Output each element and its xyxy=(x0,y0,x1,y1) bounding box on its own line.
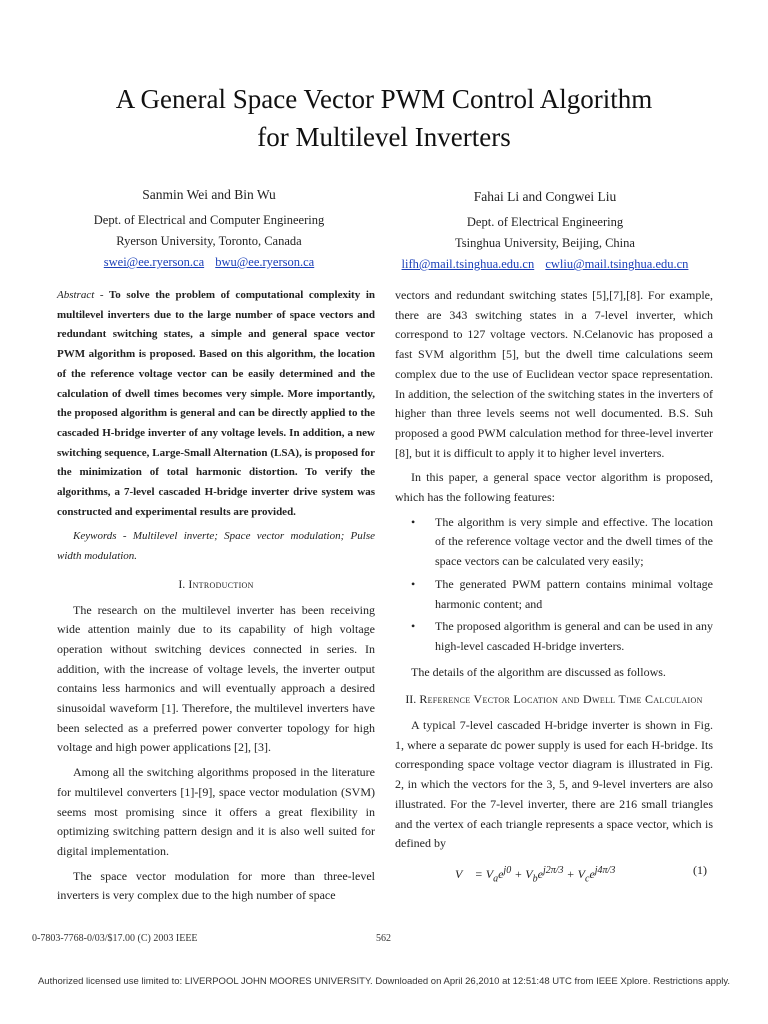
section-title: Reference Vector Location and Dwell Time Calculaion xyxy=(419,692,703,707)
section-title: Introduction xyxy=(188,576,254,591)
paragraph: The details of the algorithm are discussed as follows. xyxy=(411,664,666,679)
list-item xyxy=(395,513,713,572)
email-link[interactable]: cwliu@mail.tsinghua.edu.cn xyxy=(545,257,689,271)
feature-list xyxy=(395,513,713,657)
title-line-1: A General Space Vector PWM Control Algorithm xyxy=(115,84,653,114)
author-dept: Dept. of Electrical Engineering xyxy=(466,215,624,229)
author-names: Fahai Li and Congwei Liu xyxy=(473,189,617,204)
paragraph: The research on the multilevel inverter has been receiving wide attention mainly due to its capability of high voltage operation without switching devices connected in series. In addition, with the increase of voltage levels, the inverter output contains less harmonics and will eventually approach a desired sinusoidal waveform [1]. Therefore, the multilevel inverters have been selected as a preferred power converter topology for high voltage and high power applications [2], [3]. xyxy=(57,602,375,755)
equation xyxy=(395,859,713,883)
author-emails xyxy=(395,254,695,275)
section-heading xyxy=(395,690,713,710)
paragraph: A typical 7-level cascaded H-bridge inverter is shown in Fig. 1, where a separate dc power supply is used for each H-bridge. Its corresponding space voltage vector diagram is illustrated in Fig. 2, in which the vectors for the 3, 5, and 9-level inverters are also illustrated. For the 7-level inverter, there are 216 small triangles and the vertex of each triangle represents a space vector, which is defined by xyxy=(395,718,713,851)
equation-expression: V⃗ = $V_ae^{j0} + V_be^{j2\pi/3} + V_ce^{j4\pi/3}$ xyxy=(455,864,616,885)
author-affiliation: Tsinghua University, Beijing, China xyxy=(455,236,635,250)
author-affiliation: Ryerson University, Toronto, Canada xyxy=(116,234,302,248)
author-names: Sanmin Wei and Bin Wu xyxy=(142,187,276,202)
list-item-text: The proposed algorithm is general and can be used in any high-level cascaded H-bridge inverters. xyxy=(435,619,713,653)
section-number: I. xyxy=(178,576,186,591)
author-block-1 xyxy=(60,184,358,273)
section-number: II. xyxy=(405,692,417,707)
author-dept: Dept. of Electrical and Computer Engineering xyxy=(93,213,325,227)
list-item-text: The generated PWM pattern contains minimal voltage harmonic content; and xyxy=(435,576,713,611)
email-link[interactable]: bwu@ee.ryerson.ca xyxy=(215,255,315,269)
paragraph: In this paper, a general space vector algorithm is proposed, which has the following features: xyxy=(395,470,713,505)
bullet-icon: • xyxy=(411,619,416,634)
keywords: Keywords - Multilevel inverte; Space vector modulation; Pulse width modulation. xyxy=(57,530,375,563)
bullet-icon: • xyxy=(411,576,416,591)
author-block-2 xyxy=(395,186,695,275)
paper-title xyxy=(40,80,728,156)
paragraph: Among all the switching algorithms proposed in the literature for multilevel converters [1]-[9], space vector modulation (SVM) seems most promising since it offers a great flexibility in optimizing switching pattern design and it is also well suited for digital implementation. xyxy=(57,765,375,858)
license-notice: Authorized licensed use limited to: LIVERPOOL JOHN MOORES UNIVERSITY. Downloaded on April 26,2010 at 12:51:48 UTC from IEEE Xplore. Restrictions apply. xyxy=(37,976,731,987)
title-line-2: for Multilevel Inverters xyxy=(257,122,511,152)
bullet-icon: • xyxy=(411,514,416,529)
author-emails xyxy=(60,252,358,273)
section-heading xyxy=(57,575,375,595)
paragraph: The space vector modulation for more than three-level inverters is very complex due to the high number of space xyxy=(57,868,375,903)
email-link[interactable]: lifh@mail.tsinghua.edu.cn xyxy=(401,257,535,271)
list-item xyxy=(395,575,713,614)
page-number: 562 xyxy=(376,933,391,944)
footer-isbn: 0-7803-7768-0/03/$17.00 (C) 2003 IEEE xyxy=(32,933,198,944)
list-item-text: The algorithm is very simple and effective. The location of the reference voltage vector and the dwell times of the space vectors can be calculated very easily; xyxy=(435,514,713,569)
abstract-text: To solve the problem of computational complexity in multilevel inverters due to the large number of space vectors and redundant switching states, a simple and general space vector PWM algorithm is proposed. Based on this algorithm, the location of the reference voltage vector can be easily determined and the calculation of dwell times becomes very simple. More importantly, the proposed algorithm is general and can be directly applied to the cascaded H-bridge inverter of any voltage levels. In addition, a new switching sequence, Large-Small Alternation (LSA), is proposed for the minimization of total harmonic distortion. To verify the algorithms, a 7-level cascaded H-bridge inverter drive system was constructed and experimental results are provided. xyxy=(57,289,375,518)
paragraph: vectors and redundant switching states [5],[7],[8]. For example, there are 343 switching states in a 7-level inverter, which correspond to 127 voltage vectors. N.Celanovic has proposed a fast SVM algorithm [5], but the dwell time calculations seem complex due to the use of Euclidean vector space representation. In addition, the selection of the switching states in the inverters of higher than three levels seems not well documented. B.S. Suh proposed a good PWM calculation method for three-level inverter [8], but it is difficult to apply it to higher level inverters. xyxy=(395,288,713,460)
right-column xyxy=(395,286,713,883)
list-item xyxy=(395,617,713,656)
equation-number: (1) xyxy=(693,862,707,877)
abstract-label: Abstract - xyxy=(57,289,104,301)
abstract xyxy=(57,286,375,522)
email-link[interactable]: swei@ee.ryerson.ca xyxy=(103,255,205,269)
left-column xyxy=(57,286,375,911)
